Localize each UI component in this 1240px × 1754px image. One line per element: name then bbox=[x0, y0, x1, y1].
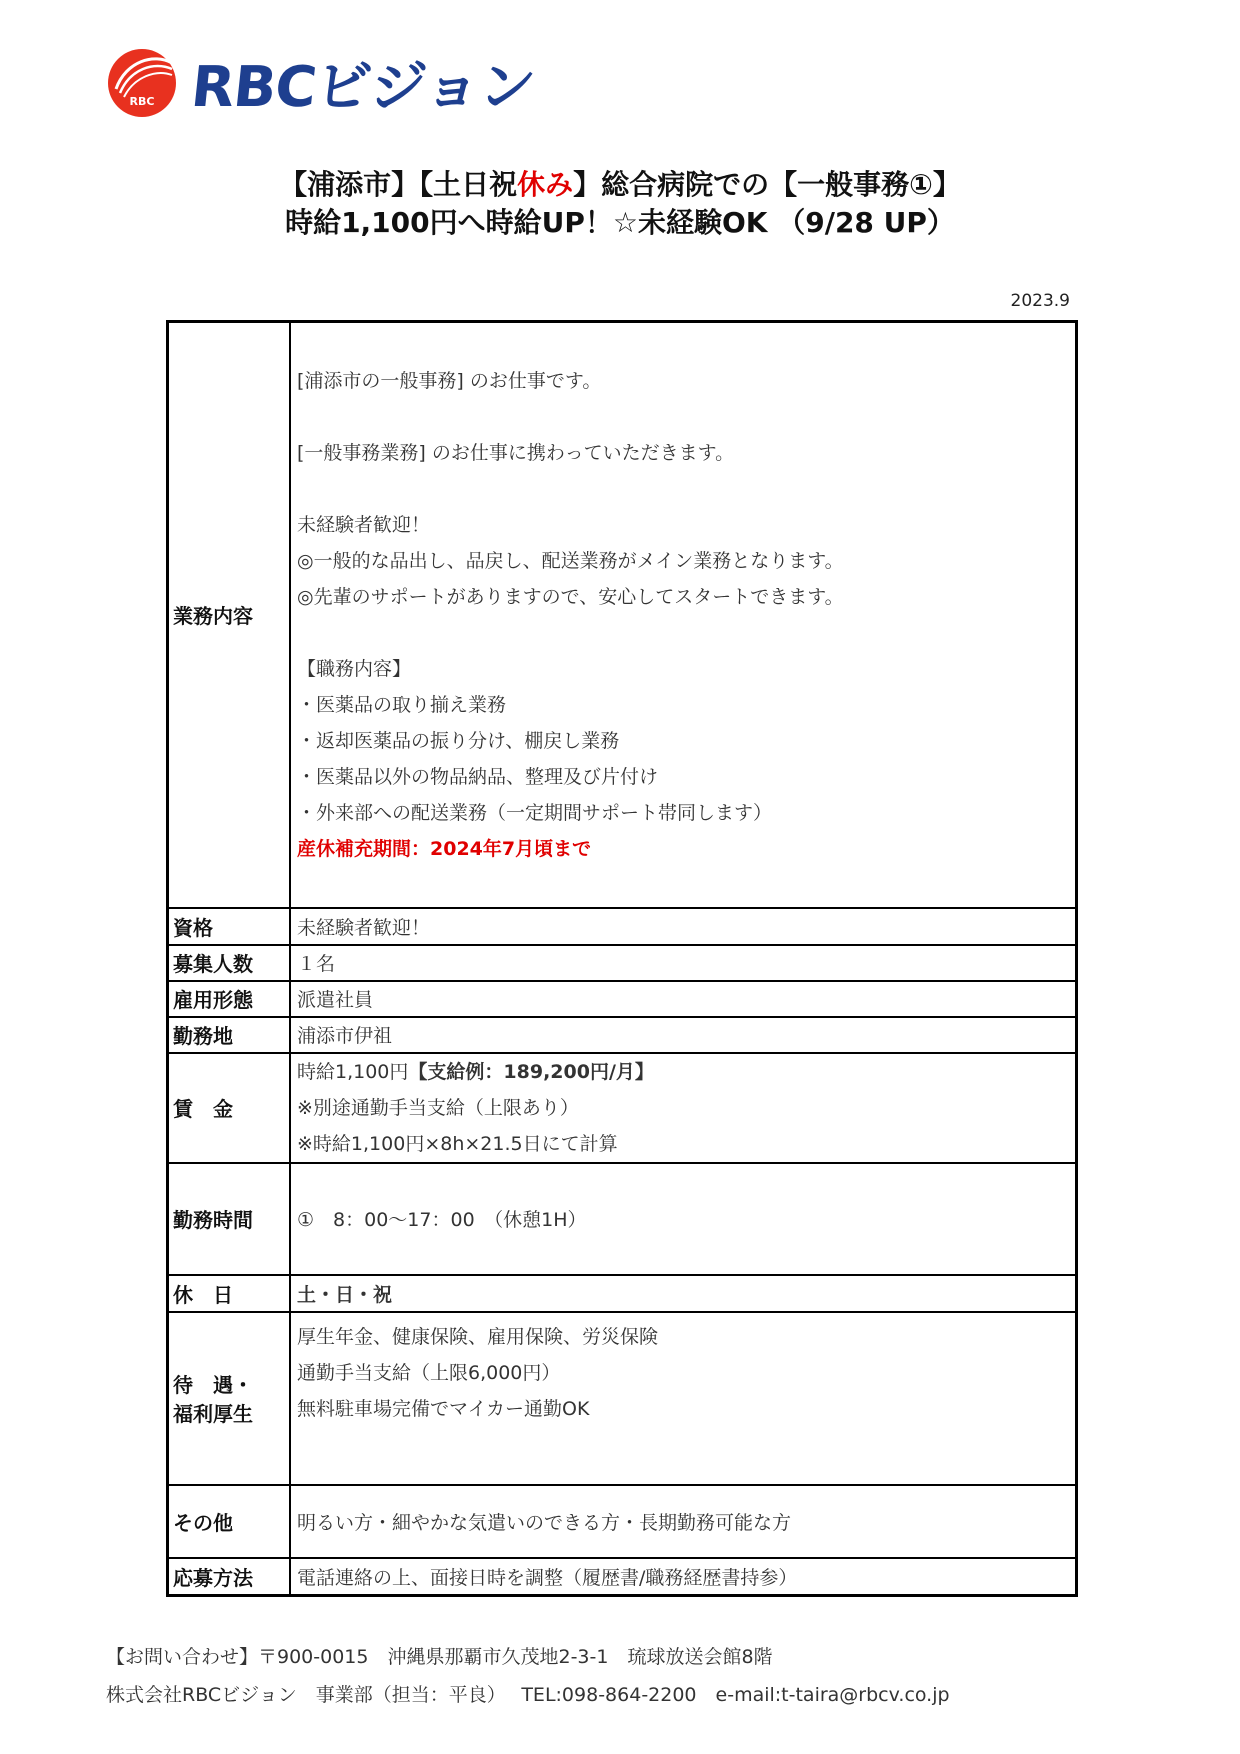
page-title bbox=[0, 166, 1240, 242]
label-duties: 業務内容 bbox=[168, 322, 291, 908]
footer-address: 【お問い合わせ】〒900-0015 沖縄県那覇市久茂地2-3-1 琉球放送会館8階 bbox=[106, 1646, 773, 1668]
value-holidays: 土・日・祝 bbox=[290, 1275, 1077, 1312]
row-location bbox=[168, 1017, 1077, 1053]
row-holidays bbox=[168, 1275, 1077, 1312]
row-benefits bbox=[168, 1312, 1077, 1485]
value-headcount: １名 bbox=[290, 945, 1077, 981]
company-logo bbox=[106, 44, 538, 122]
value-benefits: 厚生年金、健康保険、雇用保険、労災保険 通勤手当支給（上限6,000円） 無料駐車場完備でマイカー通勤OK bbox=[290, 1312, 1077, 1485]
row-hours bbox=[168, 1163, 1077, 1275]
row-headcount bbox=[168, 945, 1077, 981]
value-apply: 電話連絡の上、面接日時を調整（履歴書/職務経歴書持参） bbox=[290, 1558, 1077, 1596]
title-line-1: 【浦添市】【土日祝休み】総合病院での【一般事務①】 bbox=[279, 168, 961, 201]
document-date: 2023.9 bbox=[1010, 291, 1070, 311]
value-location: 浦添市伊祖 bbox=[290, 1017, 1077, 1053]
value-employment: 派遣社員 bbox=[290, 981, 1077, 1017]
title-highlight: 休み bbox=[517, 168, 574, 201]
value-wage: 時給1,100円【支給例：189,200円/月】 ※別途通勤手当支給（上限あり） ※時給1,100円×8h×21.5日にて計算 bbox=[290, 1053, 1077, 1163]
label-qualification: 資格 bbox=[168, 908, 291, 945]
label-benefits: 待 遇・ 福利厚生 bbox=[168, 1312, 291, 1485]
label-holidays: 休 日 bbox=[168, 1275, 291, 1312]
row-duties bbox=[168, 322, 1077, 908]
value-qualification: 未経験者歓迎！ bbox=[290, 908, 1077, 945]
job-info-table bbox=[166, 320, 1078, 1597]
contact-footer bbox=[106, 1638, 950, 1714]
logo-mark-text: RBC bbox=[129, 95, 155, 108]
label-hours: 勤務時間 bbox=[168, 1163, 291, 1275]
label-location: 勤務地 bbox=[168, 1017, 291, 1053]
footer-contact: 株式会社RBCビジョン 事業部（担当：平良） TEL:098-864-2200 e-mail:t-taira@rbcv.co.jp bbox=[106, 1684, 950, 1706]
row-qualification bbox=[168, 908, 1077, 945]
value-duties: [浦添市の一般事務] のお仕事です。 [一般事務業務] のお仕事に携わっていただきます。 未経験者歓迎！ ◎一般的な品出し、品戻し、配送業務がメイン業務となります。 ◎先輩のサポートがありますので、安心してスタートできます。 【職務内容】 ・医薬品の取り揃え業務 ・返却医薬品の振り分け、棚戻し業務 ・医薬品以外の物品納品、整理及び片付け ・外来部への配送業務（一定期間サポート帯同します） 産休補充期間：2024年7月頃まで bbox=[290, 322, 1077, 908]
title-line-2: 時給1,100円へ時給UP！☆未経験OK （9/28 UP） bbox=[285, 206, 955, 239]
label-headcount: 募集人数 bbox=[168, 945, 291, 981]
logo-wordmark: RBCビジョン bbox=[188, 55, 538, 120]
label-other: その他 bbox=[168, 1485, 291, 1558]
label-wage: 賃 金 bbox=[168, 1053, 291, 1163]
value-other: 明るい方・細やかな気遣いのできる方・長期勤務可能な方 bbox=[290, 1485, 1077, 1558]
row-employment bbox=[168, 981, 1077, 1017]
value-hours: ① 8：00～17：00 （休憩1H） bbox=[290, 1163, 1077, 1275]
label-apply: 応募方法 bbox=[168, 1558, 291, 1596]
maternity-leave-note: 産休補充期間：2024年7月頃まで bbox=[297, 837, 592, 860]
row-wage bbox=[168, 1053, 1077, 1163]
row-apply bbox=[168, 1558, 1077, 1596]
rbc-logo-icon bbox=[106, 47, 178, 119]
row-other bbox=[168, 1485, 1077, 1558]
label-employment: 雇用形態 bbox=[168, 981, 291, 1017]
